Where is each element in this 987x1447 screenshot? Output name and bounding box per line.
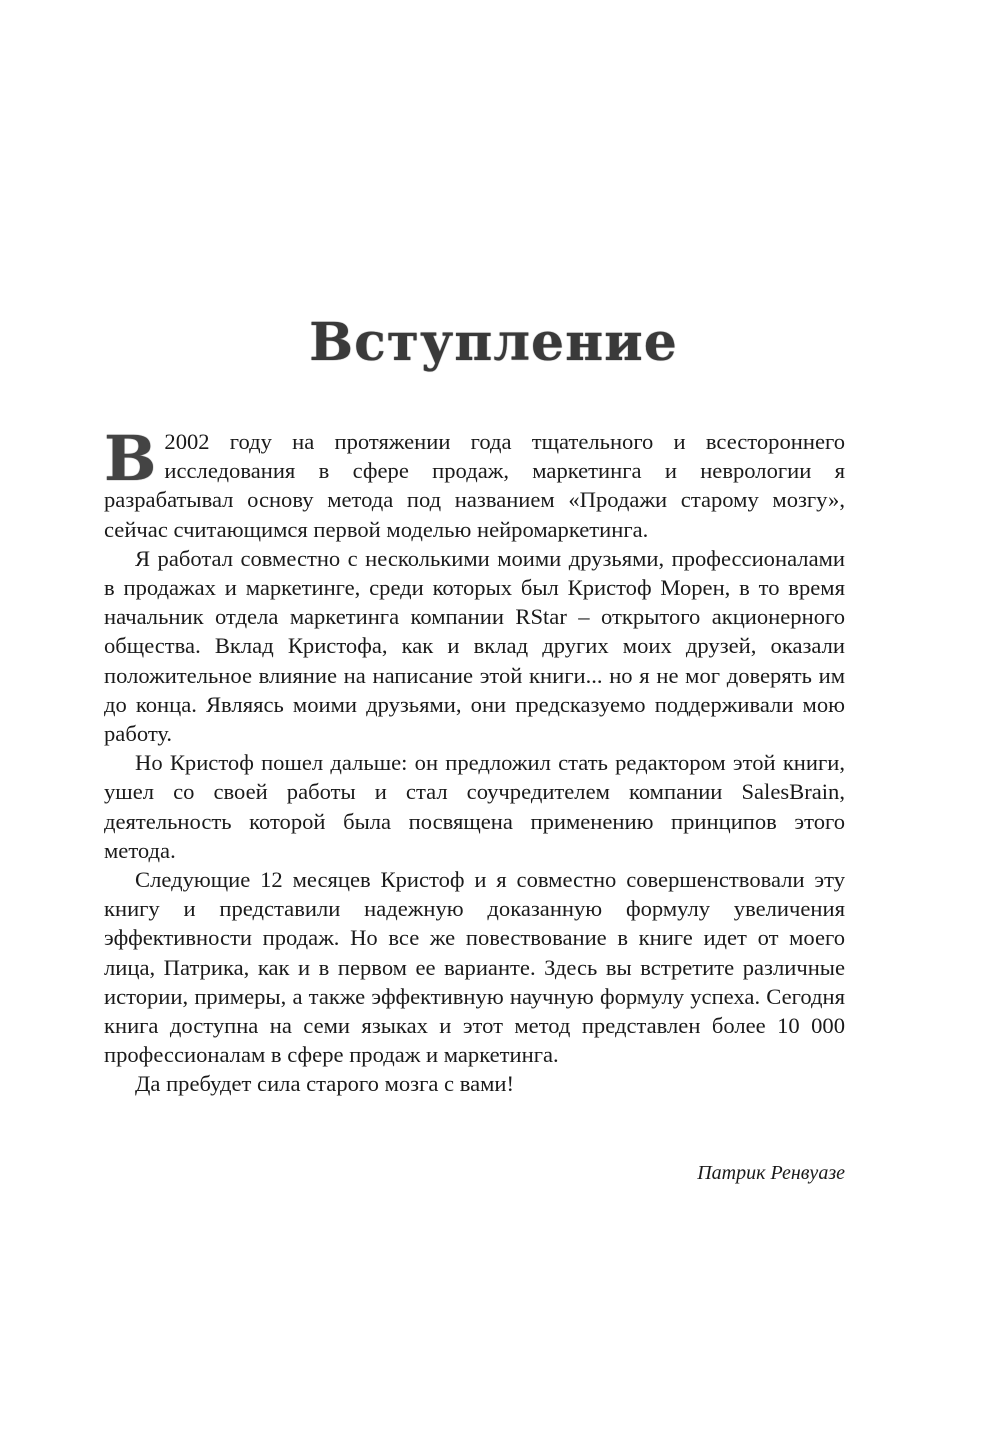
paragraph-3: Но Кристоф пошел дальше: он предложил стать редактором этой книги, ушел со своей работы и стал соучредителем компании SalesBrain, деятельность которой была посвящена применению принципов этого метода. (104, 750, 845, 863)
paragraph-5: Да пребудет сила старого мозга с вами! (135, 1071, 515, 1097)
paragraph-1-text: 2002 году на протяжении года тщательного и всестороннего исследования в сфере продаж, маркетинга и неврологии я разрабатывал основу метода под названием «Продажи старому мозгу», сейчас считающимся первой моделью нейромаркетинга. (104, 429, 845, 542)
paragraph-4: Следующие 12 месяцев Кристоф и я совместно совершенствовали эту книгу и представили надежную доказанную формулу увеличения эффективности продаж. Но все же повествование в книге идет от моего лица, Патрика, как и в первом ее варианте. Здесь вы встретите различные истории, примеры, а также эффективную научную формулу успеха. Сегодня книга доступна на семи языках и этот метод представлен более 10 000 профессионалам в сфере продаж и маркетинга. (104, 867, 845, 1068)
intro-body (104, 422, 845, 1099)
drop-cap: В (104, 422, 157, 495)
author-signature: Патрик Ренвуазе (697, 1162, 845, 1184)
paragraph-1 (104, 422, 845, 544)
paragraph-2: Я работал совместно с несколькими моими друзьями, профессионалами в продажах и маркетинге, среди которых был Кристоф Морен, в то время начальник отдела маркетинга компании RStar – открытого акционерного общества. Вклад Кристофа, как и вклад других моих друзей, оказали положительное влияние на написание этой книги... но я не мог доверять им до конца. Являясь моими друзьями, они предсказуемо поддерживали мою работу. (104, 545, 845, 747)
chapter-title: Вступление (309, 312, 678, 373)
